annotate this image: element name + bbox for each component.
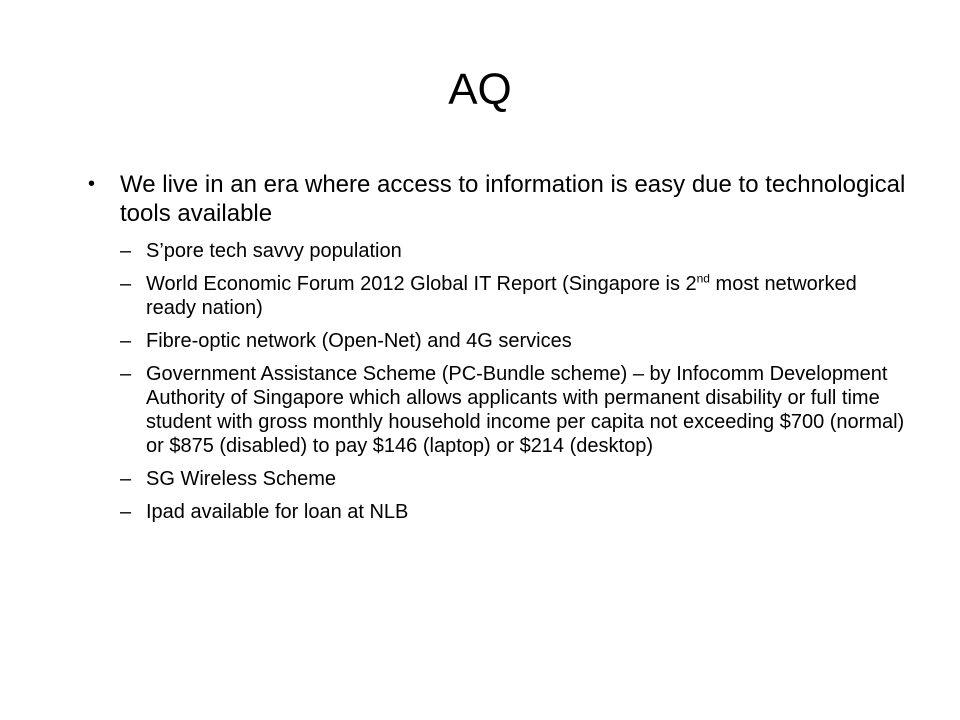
sub-bullet-item xyxy=(88,272,908,320)
dash-icon: – xyxy=(120,501,132,523)
dash-icon: – xyxy=(120,363,132,385)
sub-bullet-item xyxy=(88,329,908,353)
slide-content xyxy=(88,170,908,533)
dash-icon: – xyxy=(120,240,132,262)
slide-title: AQ xyxy=(448,65,512,114)
sub-bullet-item xyxy=(88,467,908,491)
sub-bullet-text: Ipad available for loan at NLB xyxy=(146,501,409,523)
sub-bullet-item xyxy=(88,362,908,458)
sub-bullet-item xyxy=(88,500,908,524)
sub-bullet-text: Fibre-optic network (Open-Net) and 4G services xyxy=(146,330,572,352)
sub-bullet-item xyxy=(88,239,908,263)
sub-bullet-text-part: World Economic Forum 2012 Global IT Report (Singapore is 2 xyxy=(146,273,697,295)
dash-icon: – xyxy=(120,468,132,490)
sub-bullet-text: Government Assistance Scheme (PC-Bundle scheme) – by Infocomm Development Authority of Singapore which allows applicants with permanent disability or full time student with gross monthly household income per capita not exceeding $700 (normal) or $875 (disabled) to pay $146 (laptop) or $214 (desktop) xyxy=(146,363,905,457)
sub-bullet-text xyxy=(146,273,857,319)
sub-bullet-text: S’pore tech savvy population xyxy=(146,240,402,262)
dash-icon: – xyxy=(120,273,132,295)
main-bullet-text: We live in an era where access to information is easy due to technological tools available xyxy=(120,171,906,227)
ordinal-superscript: nd xyxy=(696,271,710,286)
sub-bullet-text: SG Wireless Scheme xyxy=(146,468,337,490)
sub-bullet-text-part: most networked ready nation) xyxy=(146,273,857,319)
main-bullet-item xyxy=(88,170,908,228)
bullet-icon: • xyxy=(88,173,96,195)
dash-icon: – xyxy=(120,330,132,352)
